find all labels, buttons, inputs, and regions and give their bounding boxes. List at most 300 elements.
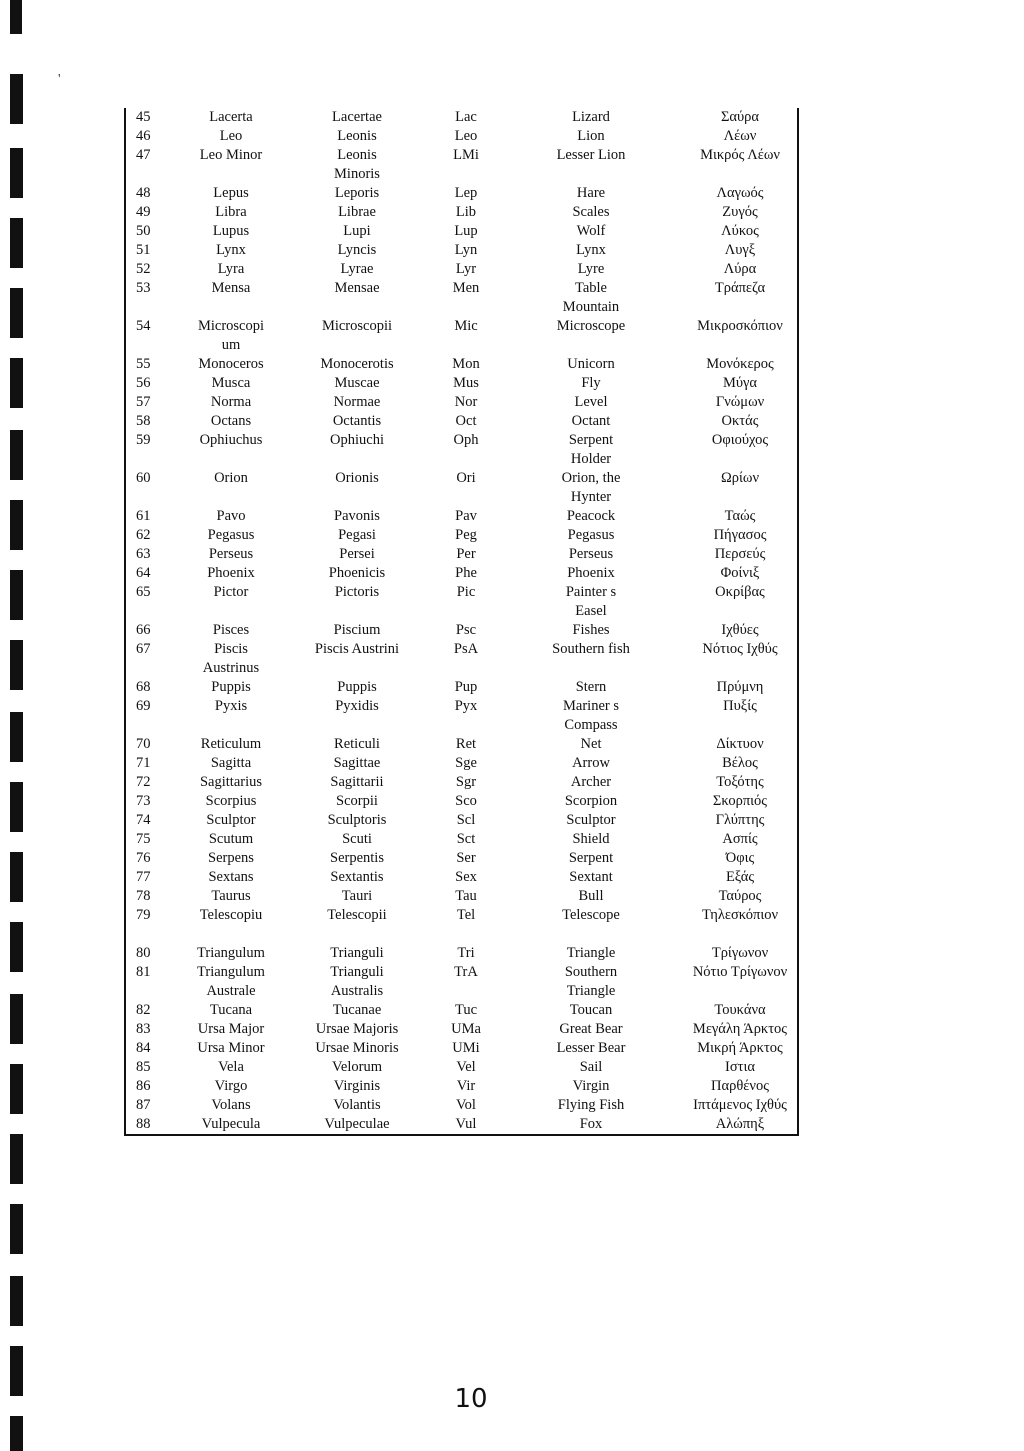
cell-num: 61 xyxy=(136,508,151,524)
cell-abbr: Mic xyxy=(454,318,478,334)
cell-english: Mariner s Compass xyxy=(563,698,619,733)
cell-abbr: Ser xyxy=(456,850,476,866)
table-row xyxy=(126,279,807,317)
table-row xyxy=(126,1001,807,1020)
cell-english: Lesser Lion xyxy=(556,147,626,163)
cell-genitive: Muscae xyxy=(334,375,380,391)
cell-latin: Lepus xyxy=(213,185,249,201)
cell-genitive: Virginis xyxy=(333,1078,381,1094)
cell-num: 80 xyxy=(136,945,151,961)
cell-genitive: Pyxidis xyxy=(335,698,379,714)
cell-num: 84 xyxy=(136,1040,151,1056)
cell-greek: Πρύμνη xyxy=(716,679,764,695)
cell-greek: Οκρίβας xyxy=(715,584,765,600)
table-row xyxy=(126,203,807,222)
cell-latin: Telescopiu xyxy=(199,907,263,923)
cell-num: 54 xyxy=(136,318,151,334)
cell-greek: Τρίγωνον xyxy=(711,945,769,961)
cell-greek: Ιπτάμενος Ιχθύς xyxy=(693,1097,787,1113)
cell-latin: Phoenix xyxy=(207,565,255,581)
cell-english: Microscope xyxy=(556,318,626,334)
table-row xyxy=(126,944,807,963)
cell-abbr: Per xyxy=(456,546,476,562)
cell-abbr: Vul xyxy=(455,1116,477,1132)
cell-num: 88 xyxy=(136,1116,151,1132)
cell-english: Southern fish xyxy=(552,641,630,657)
table-row xyxy=(126,1020,807,1039)
cell-english: Net xyxy=(580,736,602,752)
cell-genitive: Lacertae xyxy=(332,109,382,125)
cell-english: Virgin xyxy=(572,1078,610,1094)
cell-genitive: Telescopii xyxy=(327,907,387,923)
cell-english: Bull xyxy=(578,888,604,904)
cell-greek: Οκτάς xyxy=(721,413,759,429)
cell-english: Lion xyxy=(577,128,605,144)
cell-greek: Ζυγός xyxy=(722,204,758,220)
cell-latin: Orion xyxy=(214,470,248,486)
cell-greek: Τοξότης xyxy=(716,774,764,790)
table-row xyxy=(126,108,807,127)
cell-greek: Πήγασος xyxy=(713,527,767,543)
table-row xyxy=(126,849,807,868)
cell-latin: Pictor xyxy=(213,584,249,600)
cell-greek: Ιστια xyxy=(725,1059,755,1075)
cell-latin: Reticulum xyxy=(200,736,262,752)
cell-latin: Lacerta xyxy=(209,109,253,125)
cell-english: Lynx xyxy=(576,242,606,258)
cell-abbr: Oct xyxy=(455,413,477,429)
cell-abbr: UMa xyxy=(451,1021,481,1037)
cell-num: 68 xyxy=(136,679,151,695)
cell-latin: Triangulum Australe xyxy=(197,964,265,999)
page-number: 10 xyxy=(454,1384,488,1414)
cell-english: Perseus xyxy=(568,546,614,562)
cell-latin: Pavo xyxy=(216,508,246,524)
cell-greek: Ταύρος xyxy=(718,888,762,904)
cell-greek: Εξάς xyxy=(725,869,755,885)
cell-english: Serpent xyxy=(568,850,614,866)
table-row xyxy=(126,146,807,184)
cell-latin: Lyra xyxy=(217,261,245,277)
cell-num: 83 xyxy=(136,1021,151,1037)
table-row xyxy=(126,431,807,469)
cell-abbr: Vel xyxy=(456,1059,476,1075)
table-row xyxy=(126,887,807,906)
cell-genitive: Normae xyxy=(333,394,381,410)
cell-latin: Pisces xyxy=(212,622,250,638)
cell-greek: Σαύρα xyxy=(720,109,760,125)
cell-genitive: Sagittarii xyxy=(330,774,384,790)
cell-genitive: Vulpeculae xyxy=(324,1116,390,1132)
cell-genitive: Phoenicis xyxy=(328,565,386,581)
cell-english: Table Mountain xyxy=(562,280,620,315)
table-row xyxy=(126,127,807,146)
table-row xyxy=(126,1115,807,1134)
cell-english: Stern xyxy=(575,679,607,695)
cell-latin: Mensa xyxy=(211,280,251,296)
cell-english: Archer xyxy=(570,774,612,790)
cell-genitive: Trianguli xyxy=(330,945,384,961)
cell-abbr: Lyn xyxy=(454,242,478,258)
cell-abbr: Tau xyxy=(455,888,477,904)
margin-tick: ' xyxy=(58,72,61,87)
cell-latin: Perseus xyxy=(208,546,254,562)
table-row xyxy=(126,735,807,754)
cell-english: Unicorn xyxy=(567,356,615,372)
cell-genitive: Scuti xyxy=(342,831,372,847)
cell-latin: Vulpecula xyxy=(201,1116,261,1132)
cell-latin: Taurus xyxy=(211,888,251,904)
cell-latin: Sagitta xyxy=(210,755,252,771)
cell-english: Octant xyxy=(571,413,611,429)
cell-latin: Ursa Minor xyxy=(197,1040,265,1056)
cell-latin: Sagittarius xyxy=(199,774,263,790)
cell-english: Shield xyxy=(572,831,610,847)
cell-english: Fly xyxy=(581,375,601,391)
cell-num: 66 xyxy=(136,622,151,638)
cell-latin: Pegasus xyxy=(207,527,255,543)
cell-genitive: Sculptoris xyxy=(327,812,387,828)
cell-greek: Λύρα xyxy=(723,261,757,277)
cell-abbr: Ori xyxy=(456,470,476,486)
cell-greek: Μύγα xyxy=(722,375,758,391)
cell-english: Wolf xyxy=(576,223,606,239)
cell-genitive: Puppis xyxy=(337,679,377,695)
cell-latin: Lupus xyxy=(212,223,250,239)
cell-latin: Serpens xyxy=(208,850,254,866)
cell-genitive: Sagittae xyxy=(333,755,381,771)
table-row xyxy=(126,678,807,697)
table-row xyxy=(126,830,807,849)
table-row xyxy=(126,1077,807,1096)
cell-genitive: Lyrae xyxy=(340,261,374,277)
table-row xyxy=(126,260,807,279)
cell-greek: Ασπίς xyxy=(722,831,758,847)
cell-abbr: Men xyxy=(452,280,480,296)
cell-english: Great Bear xyxy=(559,1021,623,1037)
cell-greek: Δίκτυον xyxy=(716,736,764,752)
cell-num: 55 xyxy=(136,356,151,372)
cell-abbr: LMi xyxy=(453,147,479,163)
cell-num: 76 xyxy=(136,850,151,866)
cell-greek: Σκορπιός xyxy=(712,793,768,809)
cell-greek: Μικρός Λέων xyxy=(700,147,780,163)
cell-english: Arrow xyxy=(572,755,610,771)
cell-num: 58 xyxy=(136,413,151,429)
table-row xyxy=(126,906,807,925)
cell-english: Fishes xyxy=(572,622,610,638)
cell-english: Lesser Bear xyxy=(556,1040,626,1056)
cell-genitive: Ursae Majoris xyxy=(315,1021,399,1037)
cell-english: Serpent Holder xyxy=(568,432,614,467)
cell-num: 49 xyxy=(136,204,151,220)
table-row xyxy=(126,412,807,431)
cell-latin: Piscis Austrinus xyxy=(202,641,260,676)
cell-genitive: Sextantis xyxy=(330,869,384,885)
cell-abbr: Lac xyxy=(455,109,477,125)
cell-genitive: Octantis xyxy=(332,413,382,429)
cell-genitive: Lyncis xyxy=(337,242,377,258)
cell-genitive: Scorpii xyxy=(336,793,378,809)
cell-genitive: Monocerotis xyxy=(320,356,394,372)
cell-greek: Λύκος xyxy=(721,223,759,239)
table-row xyxy=(126,184,807,203)
cell-abbr: Sex xyxy=(455,869,477,885)
cell-greek: Βέλος xyxy=(722,755,758,771)
cell-abbr: Lib xyxy=(455,204,477,220)
cell-abbr: Lep xyxy=(454,185,478,201)
cell-abbr: Lyr xyxy=(455,261,477,277)
cell-greek: Μικροσκόπιον xyxy=(697,318,783,334)
cell-num: 51 xyxy=(136,242,151,258)
cell-latin: Virgo xyxy=(214,1078,248,1094)
cell-num: 48 xyxy=(136,185,151,201)
table-row xyxy=(126,583,807,621)
cell-abbr: Leo xyxy=(454,128,478,144)
cell-abbr: Scl xyxy=(456,812,476,828)
cell-abbr: Phe xyxy=(455,565,477,581)
table-row xyxy=(126,1039,807,1058)
cell-latin: Libra xyxy=(215,204,247,220)
cell-greek: Παρθένος xyxy=(711,1078,769,1094)
cell-abbr: Mon xyxy=(452,356,480,372)
table-row xyxy=(126,754,807,773)
cell-num: 85 xyxy=(136,1059,151,1075)
cell-english: Telescope xyxy=(562,907,620,923)
cell-num: 47 xyxy=(136,147,151,163)
cell-num: 50 xyxy=(136,223,151,239)
cell-num: 74 xyxy=(136,812,151,828)
cell-abbr: Mus xyxy=(453,375,479,391)
cell-num: 87 xyxy=(136,1097,151,1113)
cell-english: Orion, the Hynter xyxy=(561,470,621,505)
cell-latin: Triangulum xyxy=(197,945,265,961)
cell-latin: Vela xyxy=(218,1059,244,1075)
table-row xyxy=(126,621,807,640)
cell-english: Southern Triangle xyxy=(564,964,618,999)
cell-num: 86 xyxy=(136,1078,151,1094)
cell-greek: Ωρίων xyxy=(720,470,759,486)
table-row xyxy=(126,792,807,811)
cell-abbr: Pyx xyxy=(454,698,478,714)
cell-genitive: Leonis xyxy=(337,128,377,144)
cell-num: 81 xyxy=(136,964,151,980)
table-row xyxy=(126,697,807,735)
table-row xyxy=(126,507,807,526)
cell-greek: Τηλεσκόπιον xyxy=(701,907,779,923)
table-row xyxy=(126,393,807,412)
table-row xyxy=(126,963,807,1001)
cell-latin: Tucana xyxy=(209,1002,253,1018)
cell-greek: Μονόκερος xyxy=(706,356,774,372)
cell-abbr: Pup xyxy=(454,679,478,695)
cell-num: 57 xyxy=(136,394,151,410)
cell-abbr: PsA xyxy=(453,641,479,657)
cell-genitive: Piscis Austrini xyxy=(314,641,400,657)
cell-num: 56 xyxy=(136,375,151,391)
cell-abbr: Tri xyxy=(457,945,475,961)
cell-english: Scorpion xyxy=(564,793,618,809)
cell-num: 63 xyxy=(136,546,151,562)
cell-english: Flying Fish xyxy=(557,1097,625,1113)
table-row xyxy=(126,526,807,545)
cell-latin: Octans xyxy=(210,413,252,429)
table-row xyxy=(126,811,807,830)
cell-genitive: Pictoris xyxy=(334,584,380,600)
cell-abbr: Pav xyxy=(455,508,477,524)
cell-genitive: Piscium xyxy=(333,622,381,638)
cell-genitive: Leonis Minoris xyxy=(334,147,380,182)
cell-greek: Λέων xyxy=(723,128,757,144)
cell-latin: Microscopi um xyxy=(197,318,265,353)
cell-greek: Μικρή Άρκτος xyxy=(697,1040,783,1056)
cell-latin: Volans xyxy=(211,1097,251,1113)
cell-greek: Περσεύς xyxy=(714,546,766,562)
cell-num: 59 xyxy=(136,432,151,448)
cell-num: 60 xyxy=(136,470,151,486)
cell-greek: Όφις xyxy=(725,850,755,866)
cell-english: Scales xyxy=(572,204,610,220)
cell-num: 52 xyxy=(136,261,151,277)
cell-latin: Scutum xyxy=(208,831,254,847)
cell-greek: Φοίνιξ xyxy=(720,565,760,581)
cell-num: 73 xyxy=(136,793,151,809)
cell-num: 53 xyxy=(136,280,151,296)
cell-abbr: Tuc xyxy=(454,1002,478,1018)
cell-greek: Νότιος Ιχθύς xyxy=(702,641,778,657)
cell-num: 45 xyxy=(136,109,151,125)
cell-genitive: Tucanae xyxy=(332,1002,382,1018)
cell-genitive: Librae xyxy=(338,204,376,220)
cell-english: Level xyxy=(574,394,608,410)
cell-num: 70 xyxy=(136,736,151,752)
cell-greek: Λυγξ xyxy=(724,242,756,258)
cell-latin: Sculptor xyxy=(206,812,256,828)
cell-num: 72 xyxy=(136,774,151,790)
cell-abbr: Peg xyxy=(455,527,477,543)
cell-latin: Ophiuchus xyxy=(199,432,263,448)
table-row xyxy=(126,469,807,507)
cell-num: 71 xyxy=(136,755,151,771)
cell-num: 67 xyxy=(136,641,151,657)
table-row xyxy=(126,241,807,260)
cell-abbr: Pic xyxy=(456,584,476,600)
table-row xyxy=(126,640,807,678)
cell-genitive: Lupi xyxy=(343,223,371,239)
cell-genitive: Reticuli xyxy=(334,736,380,752)
cell-greek: Τράπεζα xyxy=(714,280,766,296)
cell-latin: Norma xyxy=(210,394,252,410)
cell-latin: Pyxis xyxy=(214,698,248,714)
table-row xyxy=(126,355,807,374)
cell-english: Triangle xyxy=(566,945,616,961)
cell-genitive: Trianguli Australis xyxy=(330,964,384,999)
table-row xyxy=(126,545,807,564)
cell-english: Pegasus xyxy=(567,527,615,543)
cell-latin: Musca xyxy=(211,375,251,391)
cell-genitive: Serpentis xyxy=(330,850,384,866)
cell-genitive: Microscopii xyxy=(321,318,393,334)
table-row xyxy=(126,564,807,583)
cell-num: 75 xyxy=(136,831,151,847)
cell-english: Toucan xyxy=(569,1002,613,1018)
cell-greek: Νότιο Τρίγωνον xyxy=(692,964,788,980)
table-row xyxy=(126,317,807,355)
cell-greek: Οφιούχος xyxy=(711,432,769,448)
constellation-table xyxy=(124,108,799,1136)
cell-abbr: Psc xyxy=(455,622,477,638)
cell-num: 65 xyxy=(136,584,151,600)
cell-num: 78 xyxy=(136,888,151,904)
cell-english: Sextant xyxy=(569,869,613,885)
table-row xyxy=(126,1058,807,1077)
cell-genitive: Pavonis xyxy=(334,508,380,524)
cell-genitive: Velorum xyxy=(332,1059,382,1075)
cell-english: Phoenix xyxy=(567,565,615,581)
cell-genitive: Persei xyxy=(339,546,375,562)
cell-greek: Ιχθύες xyxy=(721,622,759,638)
cell-latin: Leo Minor xyxy=(199,147,263,163)
cell-latin: Lynx xyxy=(216,242,246,258)
cell-abbr: Lup xyxy=(454,223,478,239)
table-spacer-row xyxy=(126,925,807,944)
cell-abbr: Sgr xyxy=(455,774,477,790)
cell-abbr: Sct xyxy=(456,831,476,847)
cell-english: Painter s Easel xyxy=(565,584,617,619)
cell-abbr: Tel xyxy=(456,907,476,923)
cell-latin: Leo xyxy=(219,128,243,144)
cell-genitive: Ursae Minoris xyxy=(315,1040,399,1056)
cell-num: 69 xyxy=(136,698,151,714)
cell-latin: Scorpius xyxy=(205,793,257,809)
cell-latin: Monoceros xyxy=(198,356,264,372)
cell-greek: Ταώς xyxy=(724,508,756,524)
cell-abbr: Ret xyxy=(455,736,477,752)
cell-greek: Μεγάλη Άρκτος xyxy=(692,1021,788,1037)
cell-abbr: Vir xyxy=(456,1078,476,1094)
cell-num: 62 xyxy=(136,527,151,543)
cell-genitive: Ophiuchi xyxy=(330,432,384,448)
cell-english: Hare xyxy=(576,185,606,201)
cell-genitive: Tauri xyxy=(341,888,373,904)
cell-abbr: UMi xyxy=(452,1040,480,1056)
table-row xyxy=(126,222,807,241)
cell-genitive: Orionis xyxy=(335,470,379,486)
film-margin-marks xyxy=(0,0,40,1451)
cell-num: 77 xyxy=(136,869,151,885)
cell-greek: Πυξίς xyxy=(723,698,757,714)
cell-greek: Αλώπηξ xyxy=(715,1116,765,1132)
cell-english: Lizard xyxy=(572,109,610,125)
cell-abbr: TrA xyxy=(454,964,478,980)
table-row xyxy=(126,773,807,792)
cell-num: 64 xyxy=(136,565,151,581)
table-row xyxy=(126,1096,807,1115)
cell-abbr: Oph xyxy=(453,432,479,448)
cell-english: Lyre xyxy=(577,261,605,277)
cell-english: Peacock xyxy=(566,508,616,524)
table-row xyxy=(126,868,807,887)
cell-latin: Sextans xyxy=(208,869,254,885)
cell-genitive: Leporis xyxy=(334,185,380,201)
cell-genitive: Pegasi xyxy=(338,527,376,543)
cell-greek: Τουκάνα xyxy=(714,1002,766,1018)
cell-latin: Puppis xyxy=(211,679,251,695)
cell-num: 79 xyxy=(136,907,151,923)
cell-abbr: Vol xyxy=(456,1097,476,1113)
cell-genitive: Mensae xyxy=(334,280,380,296)
cell-abbr: Sco xyxy=(455,793,477,809)
